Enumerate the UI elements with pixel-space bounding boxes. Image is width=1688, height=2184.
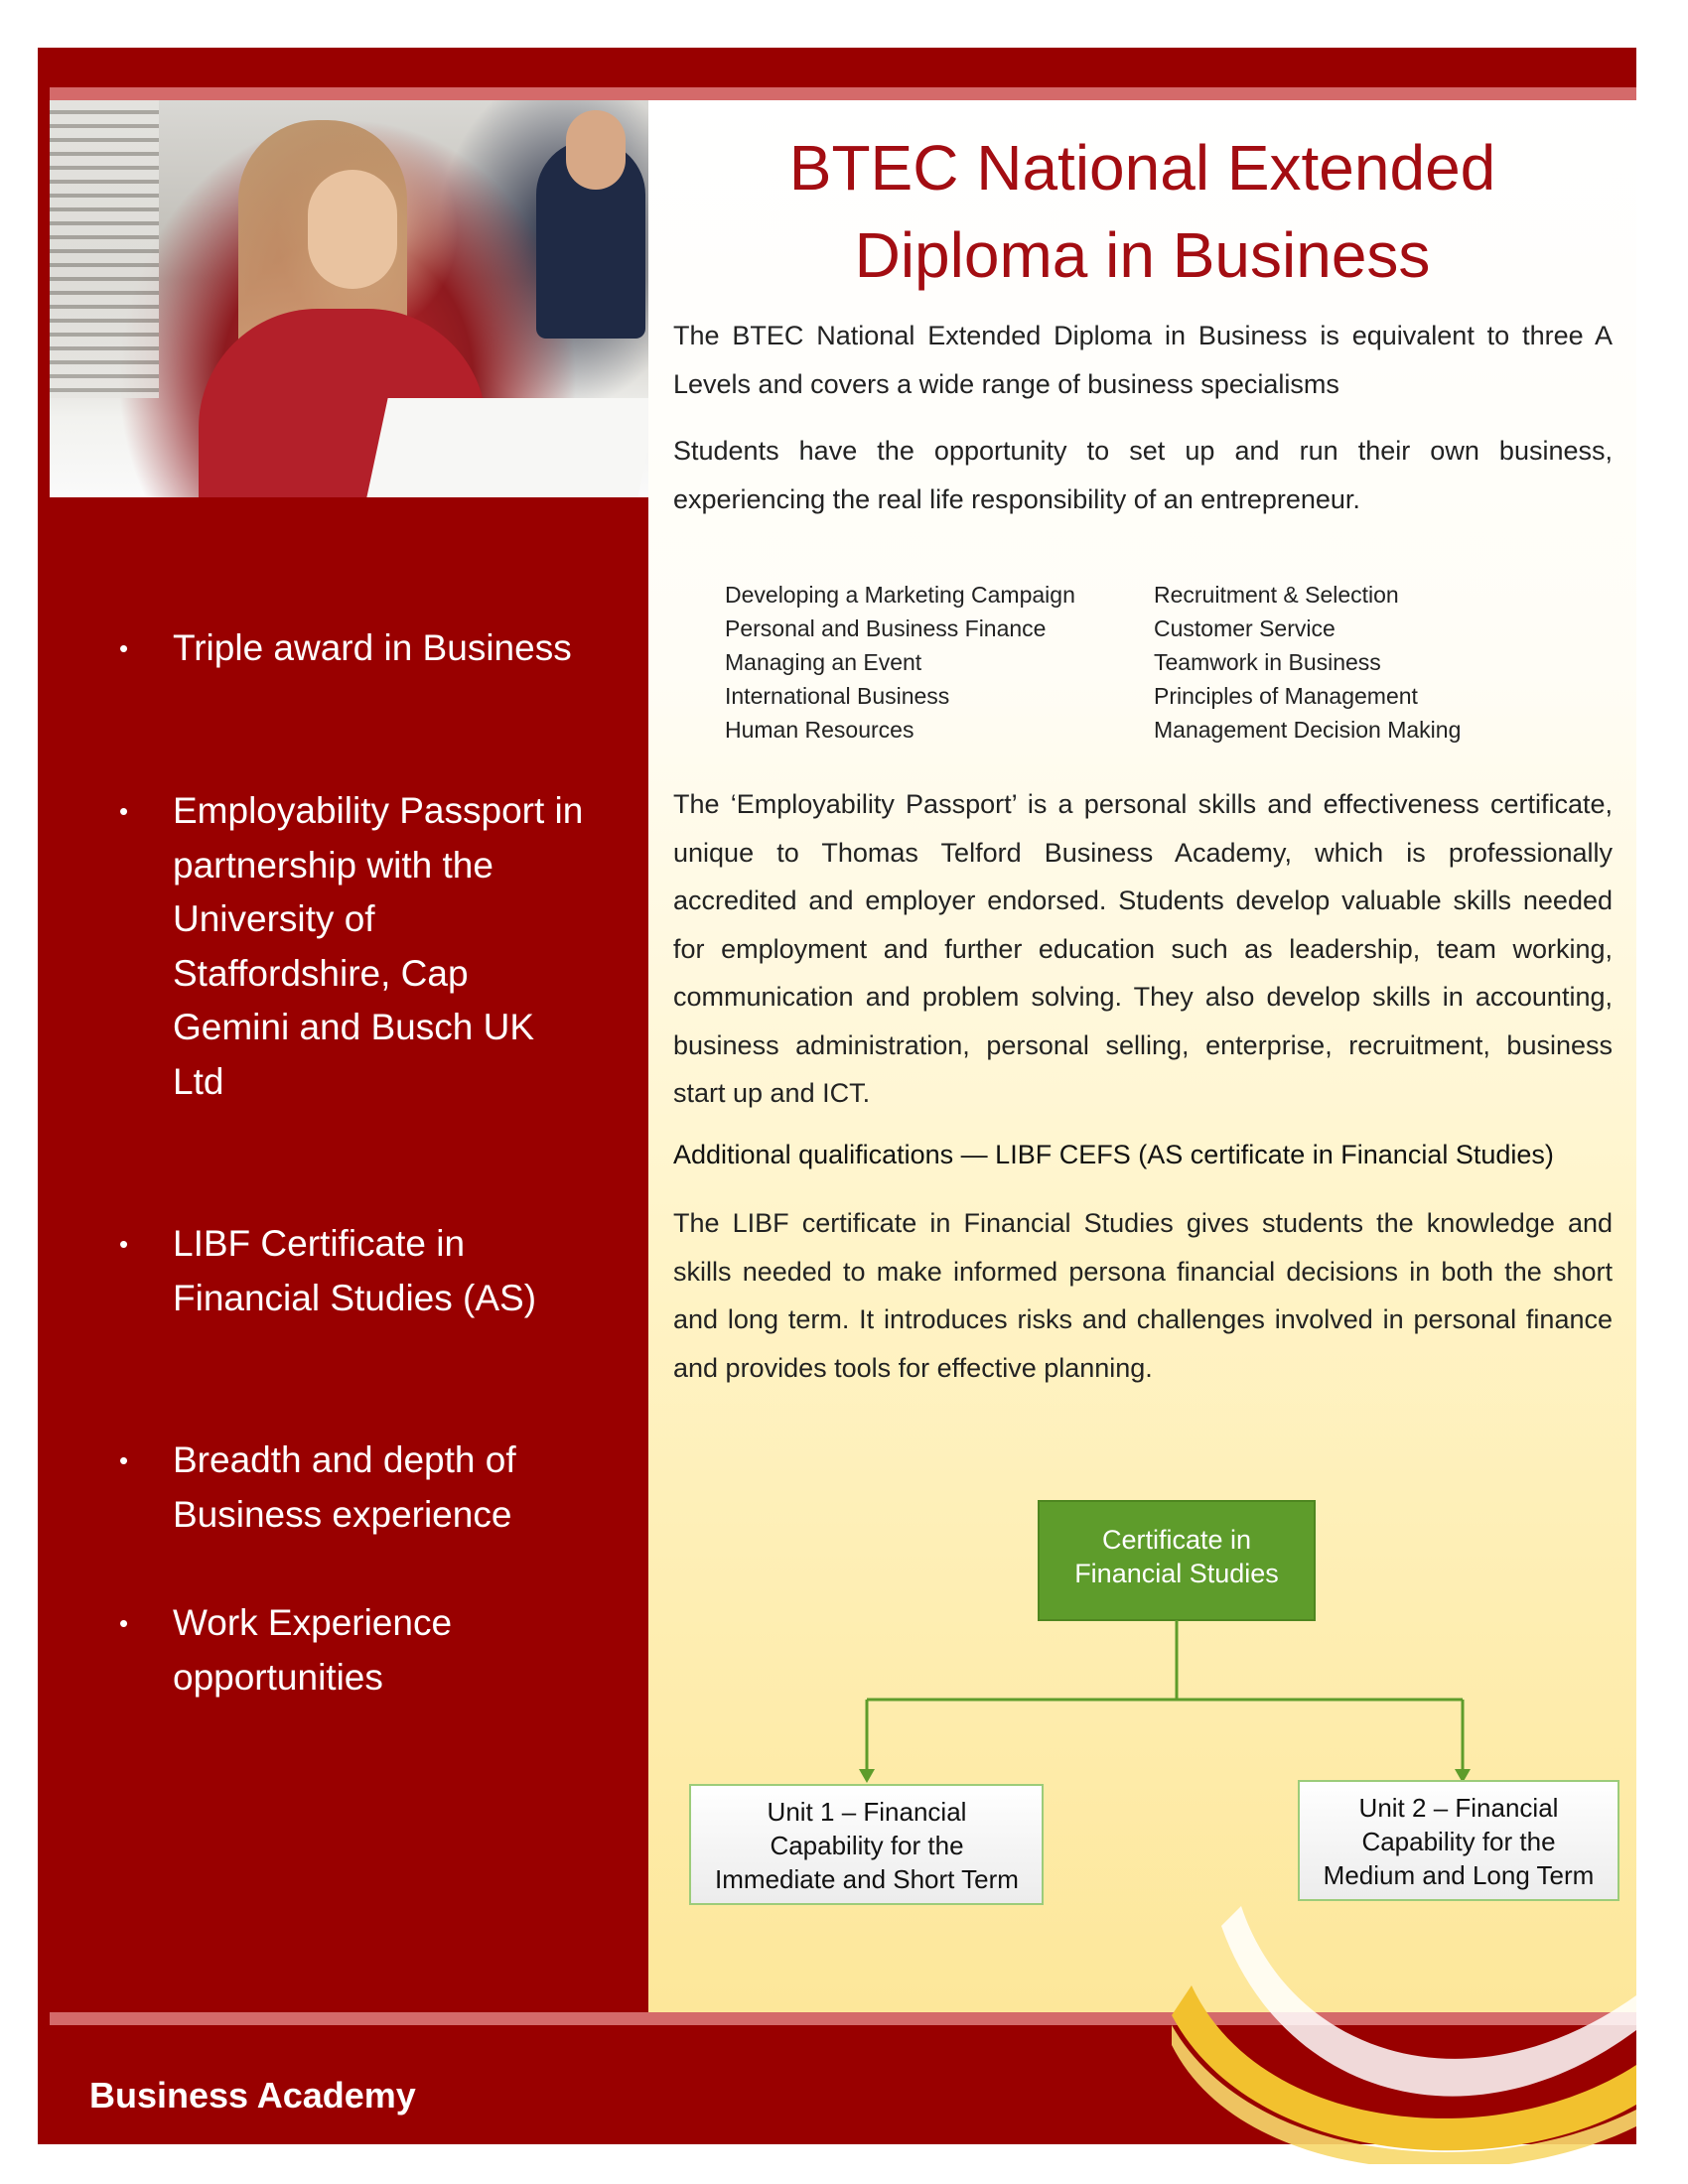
bullet-item: [117, 1433, 584, 1542]
bullet-dot-icon: •: [119, 633, 129, 663]
diagram-unit1-line-1: Unit 1 – Financial: [767, 1797, 967, 1827]
diagram-unit1-line-3: Immediate and Short Term: [715, 1864, 1019, 1894]
diagram-unit1-line-2: Capability for the: [770, 1831, 964, 1860]
bullet-text: Triple award in Business: [173, 627, 572, 668]
unit-item: International Business: [725, 683, 950, 709]
bullet-dot-icon: •: [119, 1229, 129, 1259]
window-blind: [50, 100, 159, 398]
diagram-unit2-line-1: Unit 2 – Financial: [1358, 1793, 1559, 1823]
unit-item: Principles of Management: [1154, 683, 1418, 709]
bullet-text: Work Experience opportunities: [173, 1602, 453, 1698]
unit-item: Human Resources: [725, 717, 914, 743]
diagram-unit2-line-3: Medium and Long Term: [1323, 1860, 1595, 1890]
students-photo: [50, 100, 648, 497]
exam-paper: [366, 398, 648, 497]
unit-item: Personal and Business Finance: [725, 615, 1047, 641]
units-list: [725, 578, 1599, 747]
bullet-item: [117, 621, 584, 676]
arrow-down-icon: [859, 1769, 875, 1783]
diagram-root-line-1: Certificate in: [1101, 1525, 1252, 1555]
unit-item: Recruitment & Selection: [1154, 582, 1399, 608]
bullet-dot-icon: •: [119, 1445, 129, 1475]
bullet-item: [117, 1217, 584, 1325]
page-title: [648, 124, 1636, 299]
student-girl-face: [308, 170, 397, 289]
title-line-1: BTEC National Extended: [788, 132, 1496, 204]
bullet-item: [117, 1596, 584, 1705]
bullet-dot-icon: •: [119, 796, 129, 826]
passport-paragraph: The ‘Employability Passport’ is a personal skills and effectiveness certificate, unique to Thomas Telford Business Academy, which is professionally accredited and employer endorsed. Students develop valuable skills needed for employment and further education such as leadership, team working, communication and problem solving. They also develop skills in accounting, business administration, personal selling, enterprise, recruitment, business start up and ICT.: [673, 789, 1613, 1108]
intro-paragraph-2: Students have the opportunity to set up and run their own business, experiencing the real life responsibility of an entrepreneur.: [673, 436, 1613, 514]
unit-item: Managing an Event: [725, 649, 922, 675]
unit-item: Customer Service: [1154, 615, 1336, 641]
bullet-text: Breadth and depth of Business experience: [173, 1439, 516, 1535]
diagram-unit2-line-2: Capability for the: [1361, 1827, 1556, 1856]
bullet-text: Employability Passport in partnership with the University of Staffordshire, Cap Gemini and Busch UK Ltd: [173, 790, 584, 1102]
top-stripe: [50, 87, 1636, 100]
decorative-swoosh: [1172, 1866, 1636, 2164]
title-line-2: Diploma in Business: [854, 219, 1431, 291]
student-boy-face: [566, 110, 626, 190]
libf-paragraph: The LIBF certificate in Financial Studies gives students the knowledge and skills needed to make informed persona financial decisions in both the short and long term. It introduces risks and challenges involved in personal finance and provides tools for effective planning.: [673, 1208, 1613, 1383]
qualification-diagram: [648, 1479, 1636, 1916]
intro-paragraph-1: The BTEC National Extended Diploma in Business is equivalent to three A Levels and covers a wide range of business specialisms: [673, 321, 1613, 399]
bullet-text: LIBF Certificate in Financial Studies (AS): [173, 1223, 537, 1318]
unit-item: Teamwork in Business: [1154, 649, 1381, 675]
unit-item: Management Decision Making: [1154, 717, 1462, 743]
bullet-item: [117, 784, 584, 1109]
footer-label: Business Academy: [89, 2075, 416, 2116]
diagram-root-line-2: Financial Studies: [1074, 1559, 1279, 1588]
additional-heading: Additional qualifications — LIBF CEFS (AS certificate in Financial Studies): [673, 1140, 1554, 1169]
bullet-dot-icon: •: [119, 1608, 129, 1638]
unit-item: Developing a Marketing Campaign: [725, 582, 1075, 608]
diagram-connector: [867, 1620, 1463, 1773]
